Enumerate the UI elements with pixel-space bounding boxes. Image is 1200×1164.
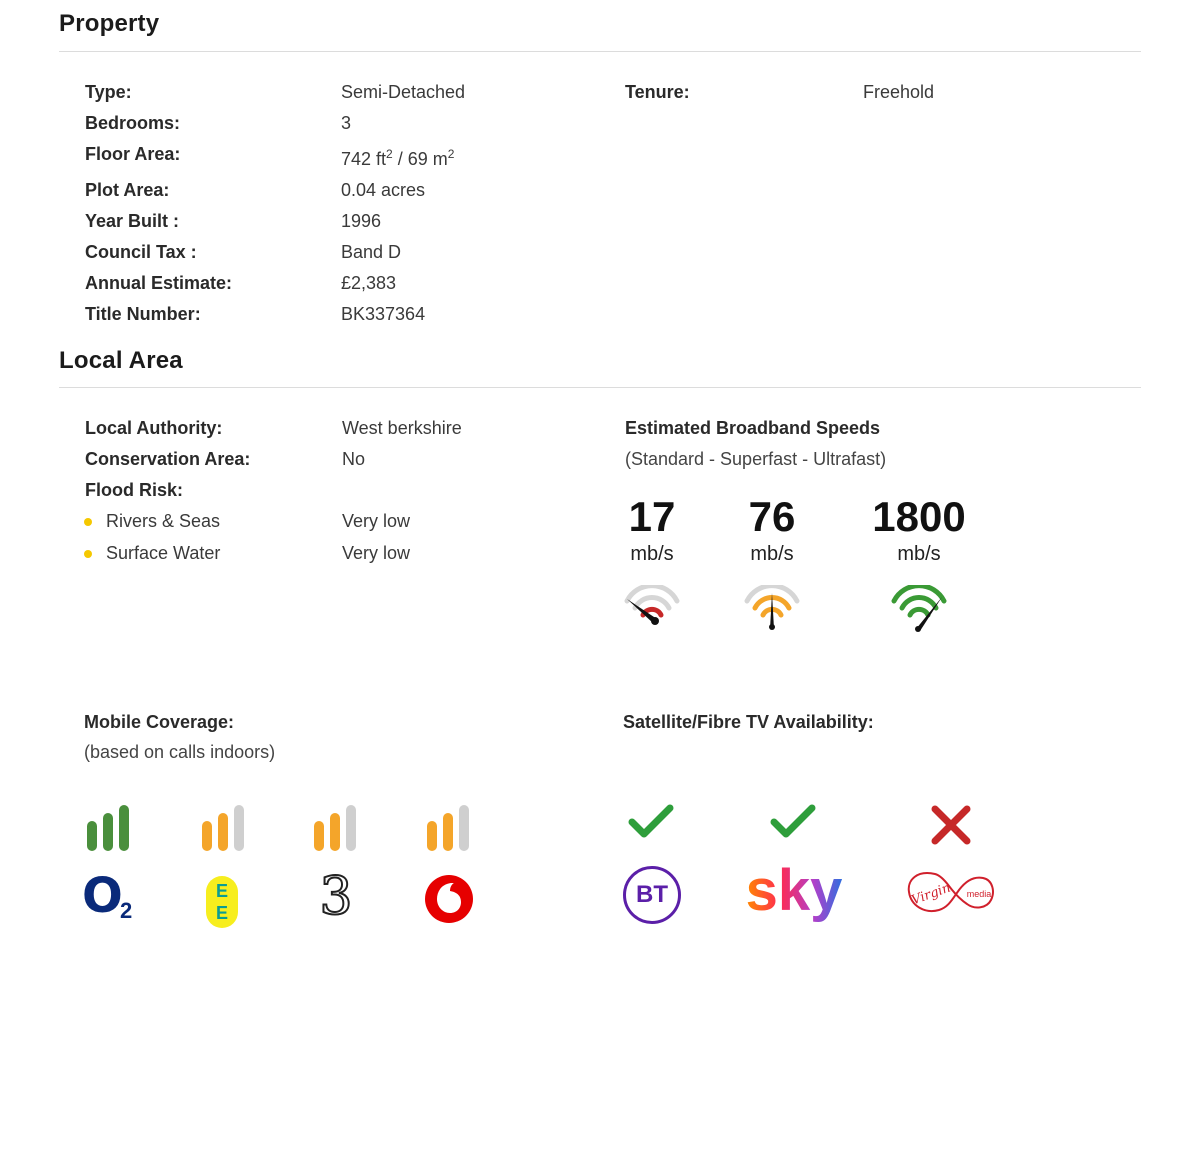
surface-water-value: Very low	[342, 543, 411, 563]
signal-bars-o2-icon	[85, 805, 133, 851]
bedrooms-label: Bedrooms:	[85, 113, 181, 133]
rivers-seas-value: Very low	[342, 511, 411, 531]
standard-speed-value: 17	[628, 493, 676, 540]
o2-logo: O 2	[82, 868, 133, 924]
local-area-divider	[59, 387, 1141, 388]
signal-bars-vodafone-icon	[425, 805, 473, 851]
three-logo: 3	[319, 867, 353, 927]
year-built-value: 1996	[341, 211, 382, 231]
broadband-title: Estimated Broadband Speeds	[625, 418, 881, 438]
check-icon	[628, 802, 674, 842]
svg-text:Virgin: Virgin	[909, 880, 953, 909]
local-authority-value: West berkshire	[342, 418, 462, 438]
floor-area-label: Floor Area:	[85, 144, 181, 164]
mobile-coverage-title: Mobile Coverage:	[84, 712, 235, 732]
ultrafast-speed-value: 1800	[872, 493, 966, 540]
plot-area-value: 0.04 acres	[341, 180, 426, 200]
title-number-value: BK337364	[341, 304, 426, 324]
bullet-icon	[84, 550, 92, 558]
sky-logo	[744, 858, 844, 928]
local-authority-label: Local Authority:	[85, 418, 223, 438]
check-icon	[770, 802, 816, 842]
svg-text:sky: sky	[745, 858, 843, 923]
signal-bars-three-icon	[312, 805, 360, 851]
type-value: Semi-Detached	[341, 82, 466, 102]
virgin-media-logo	[905, 864, 997, 922]
signal-bars-ee-icon	[200, 805, 248, 851]
superfast-speed-unit: mb/s	[750, 543, 794, 565]
council-tax-label: Council Tax :	[85, 242, 197, 262]
standard-speed-unit: mb/s	[630, 543, 674, 565]
bedrooms-value: 3	[341, 113, 352, 133]
council-tax-value: Band D	[341, 242, 402, 262]
type-label: Type:	[85, 82, 132, 102]
broadband-subtitle: (Standard - Superfast - Ultrafast)	[625, 449, 887, 469]
speed-gauge-high-icon	[890, 585, 948, 633]
surface-water-label: Surface Water	[106, 543, 221, 563]
vodafone-logo	[424, 874, 474, 924]
year-built-label: Year Built :	[85, 211, 180, 231]
property-heading: Property	[59, 10, 160, 37]
tv-availability-title: Satellite/Fibre TV Availability:	[623, 712, 874, 732]
bullet-icon	[84, 518, 92, 526]
cross-icon	[930, 804, 972, 846]
annual-estimate-label: Annual Estimate:	[85, 273, 233, 293]
bt-logo: BT	[623, 866, 681, 924]
flood-risk-label: Flood Risk:	[85, 480, 183, 500]
conservation-area-value: No	[342, 449, 366, 469]
superfast-speed-value: 76	[748, 493, 796, 540]
title-number-label: Title Number:	[85, 304, 201, 324]
ee-logo: E E	[206, 876, 238, 928]
speed-gauge-medium-icon	[743, 585, 801, 633]
tenure-label: Tenure:	[625, 82, 690, 102]
local-area-heading: Local Area	[59, 347, 183, 374]
svg-text:media: media	[966, 889, 992, 899]
ultrafast-speed-unit: mb/s	[897, 543, 941, 565]
plot-area-label: Plot Area:	[85, 180, 170, 200]
floor-area-value: 742 $ft^2 / 69$ $m^2$	[341, 147, 455, 169]
mobile-coverage-subtitle: (based on calls indoors)	[84, 742, 276, 762]
annual-estimate-value: £2,383	[341, 273, 397, 293]
property-divider	[59, 51, 1141, 52]
speed-gauge-low-icon	[623, 585, 681, 633]
conservation-area-label: Conservation Area:	[85, 449, 251, 469]
rivers-seas-label: Rivers & Seas	[106, 511, 221, 531]
tenure-value: Freehold	[863, 82, 935, 102]
